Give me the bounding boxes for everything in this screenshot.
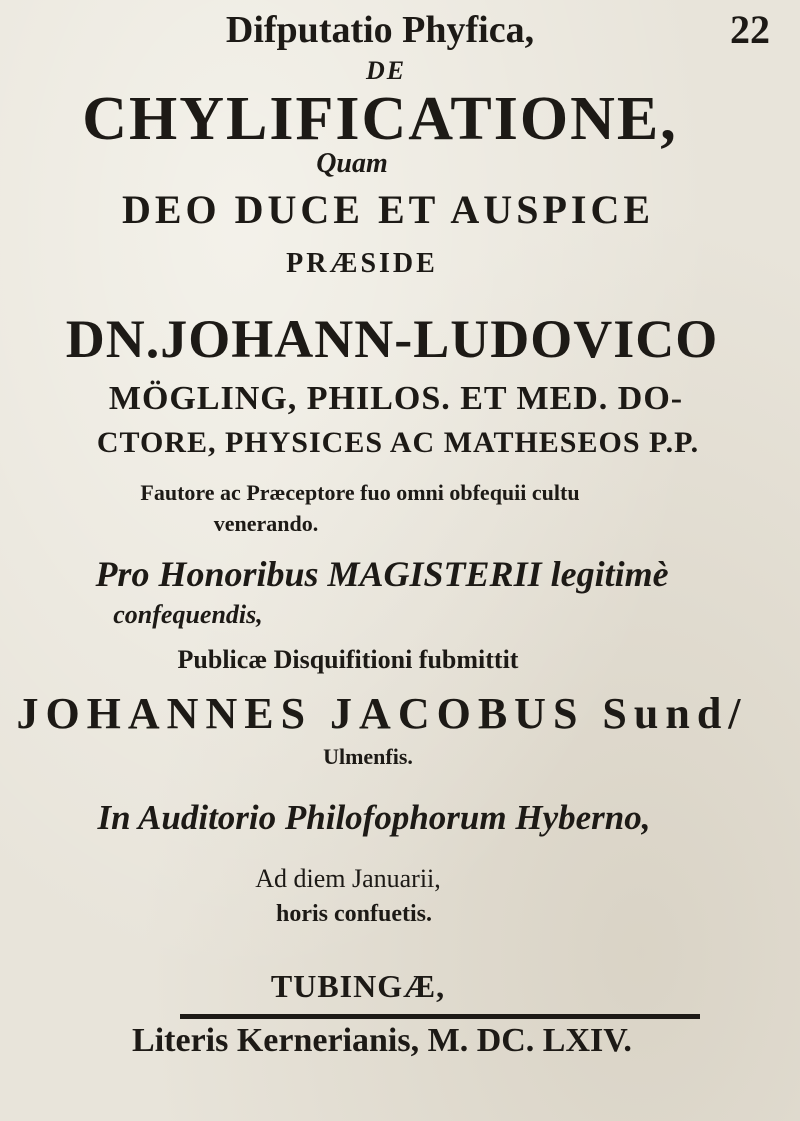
deo-duce-line: DEO DUCE ET AUSPICE	[121, 187, 655, 232]
purpose-line1: Pro Honoribus MAGISTERII legitimè	[95, 554, 669, 594]
praeside-line: PRÆSIDE	[286, 248, 438, 279]
imprint-rule	[180, 1014, 700, 1019]
submission-line: Publicæ Disquifitioni fubmittit	[177, 645, 519, 674]
date-line: Ad diem Januarii,	[255, 864, 441, 893]
quam-line: Quam	[316, 148, 388, 179]
venue-line: In Auditorio Philofophorum Hyberno,	[97, 798, 651, 837]
imprint-line: Literis Kernerianis, M. DC. LXIV.	[132, 1022, 632, 1059]
disputation-heading: Difputatio Phyfica,	[225, 9, 535, 51]
page-number: 22	[730, 7, 770, 52]
hours-line: horis confuetis.	[276, 901, 432, 927]
praeses-name: DN.JOHANN-LUDOVICO	[65, 309, 719, 369]
preposition-de: DE	[365, 56, 407, 85]
dedication-line2: venerando.	[213, 511, 319, 536]
respondent-name: JOHANNES JACOBUS Sund/	[16, 689, 748, 738]
main-title: CHYLIFICATIONE,	[82, 85, 678, 153]
respondent-origin: Ulmenfis.	[323, 744, 413, 769]
place-of-printing: TUBINGÆ,	[270, 968, 446, 1004]
praeses-title-line2: CTORE, PHYSICES AC MATHESEOS P.P.	[96, 426, 700, 459]
purpose-line2: confequendis,	[113, 600, 263, 629]
praeses-title-line1: MÖGLING, PHILOS. ET MED. DO-	[108, 380, 684, 417]
dedication-line1: Fautore ac Præceptore fuo omni obfequii cultu	[140, 480, 580, 505]
